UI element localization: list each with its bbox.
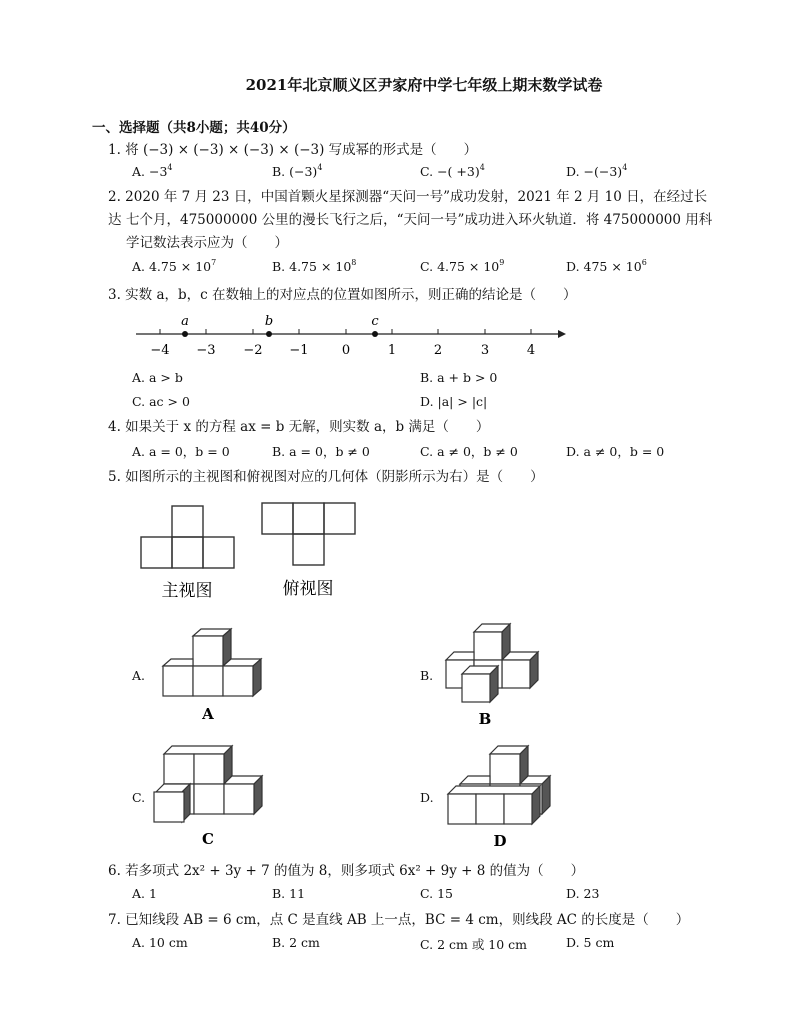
q4-option-b[interactable]: B. a = 0，b ≠ 0 xyxy=(272,444,370,459)
q7-option-a[interactable]: A. 10 cm xyxy=(132,935,188,950)
tick-label: −3 xyxy=(196,343,216,358)
q3-option-d[interactable]: D. |a| > |c| xyxy=(420,394,488,409)
q3-option-b[interactable]: B. a + b > 0 xyxy=(420,370,498,385)
question-4-stem: 4. 如果关于 x 的方程 ax = b 无解，则实数 a，b 满足（ ） xyxy=(108,419,490,435)
question-5-stem: 5. 如图所示的主视图和俯视图对应的几何体（阴影所示为右）是（ ） xyxy=(108,469,544,485)
tick-label: 4 xyxy=(526,343,536,358)
front-view-drawing xyxy=(141,506,234,568)
q7-option-d[interactable]: D. 5 cm xyxy=(566,935,615,950)
question-1-options xyxy=(132,163,692,183)
q1-option-d[interactable]: D. $-(-3)^4$ xyxy=(566,163,628,179)
question-3-options-row-1 xyxy=(132,370,692,390)
q4-option-d[interactable]: D. a ≠ 0，b = 0 xyxy=(566,444,665,459)
q5-option-c-figure[interactable] xyxy=(150,740,270,852)
solid-a-cubes xyxy=(163,629,261,696)
q2-option-a[interactable]: A. $4.75 \times 10^7$ xyxy=(132,258,217,274)
solid-d-cubes xyxy=(448,746,550,824)
q3-option-c[interactable]: C. ac > 0 xyxy=(132,394,190,409)
question-7-options xyxy=(132,935,692,955)
top-view-drawing xyxy=(262,503,355,565)
q2-option-b[interactable]: B. $4.75 \times 10^8$ xyxy=(272,258,357,274)
question-6-stem: 6. 若多项式 2x² + 3y + 7 的值为 8，则多项式 6x² + 9y + 8 的值为（ ） xyxy=(108,863,585,879)
question-2-line-2: 七个月，475000000 公里的漫长飞行之后，“天问一号”成功进入环火轨道．将 475000000 用科 xyxy=(126,212,713,228)
q7-option-c[interactable]: C. 2 cm 或 10 cm xyxy=(420,937,528,952)
point-c xyxy=(372,331,378,337)
point-a xyxy=(182,331,188,337)
tick-label: −1 xyxy=(289,343,309,358)
page-title: 2021年北京顺义区尹家府中学七年级上期末数学试卷 xyxy=(245,76,603,94)
views-figure xyxy=(138,498,378,608)
axis-arrow-icon xyxy=(558,330,566,338)
q6-option-a[interactable]: A. 1 xyxy=(132,886,157,901)
solid-b-cubes xyxy=(446,624,538,702)
q5-option-d-caption: D xyxy=(493,832,507,850)
question-2-options xyxy=(132,258,692,278)
tick-label: 3 xyxy=(480,343,490,358)
q4-option-c[interactable]: C. a ≠ 0，b ≠ 0 xyxy=(420,444,518,459)
q6-option-d[interactable]: D. 23 xyxy=(566,886,600,901)
question-1-stem: 1. 将 (−3) × (−3) × (−3) × (−3) 写成幂的形式是（ ） xyxy=(108,142,478,158)
q5-option-c-caption: C xyxy=(202,830,214,848)
q5-option-a-label[interactable]: A. xyxy=(132,668,146,683)
q7-option-b[interactable]: B. 2 cm xyxy=(272,935,320,950)
q5-option-a-caption: A xyxy=(202,705,214,723)
point-b xyxy=(266,331,272,337)
tick-label: −2 xyxy=(243,343,263,358)
q1-option-c[interactable]: C. −( +3)$^4$ xyxy=(420,163,485,179)
q5-option-d-label[interactable]: D. xyxy=(420,790,434,805)
solid-c-cubes xyxy=(154,746,262,822)
point-c-label: c xyxy=(371,314,379,329)
question-4-options xyxy=(132,442,692,462)
number-line-figure xyxy=(130,308,570,364)
q5-option-b-caption: B xyxy=(478,710,492,728)
q6-option-b[interactable]: B. 11 xyxy=(272,886,306,901)
front-view-caption: 主视图 xyxy=(161,581,213,601)
question-6-options xyxy=(132,886,692,906)
tick-label: 2 xyxy=(433,343,443,358)
top-view-caption: 俯视图 xyxy=(282,579,334,599)
q2-option-d[interactable]: D. $475 \times 10^6$ xyxy=(566,258,647,274)
question-3-stem: 3. 实数 a，b，c 在数轴上的对应点的位置如图所示，则正确的结论是（ ） xyxy=(108,287,577,303)
q5-option-b-label[interactable]: B. xyxy=(420,668,434,683)
q1-option-a[interactable]: A. $-3^4$ xyxy=(132,163,173,179)
q3-option-a[interactable]: A. a > b xyxy=(132,370,183,385)
point-b-label: b xyxy=(264,314,274,329)
axis-ticks xyxy=(160,329,531,334)
q4-option-a[interactable]: A. a = 0，b = 0 xyxy=(132,444,230,459)
tick-label: −4 xyxy=(150,343,170,358)
point-a-label: a xyxy=(181,314,189,329)
question-7-stem: 7. 已知线段 AB = 6 cm，点 C 是直线 AB 上一点，BC = 4 cm，则线段 AC 的长度是（ ） xyxy=(108,912,690,928)
q2-option-c[interactable]: C. $4.75 \times 10^9$ xyxy=(420,258,505,274)
question-2-line-3: 学记数法表示应为（ ） xyxy=(126,235,288,251)
tick-label: 0 xyxy=(341,343,351,358)
section-heading: 一、选择题（共8小题；共40分） xyxy=(92,120,296,136)
q5-option-b-figure[interactable] xyxy=(444,620,554,732)
q6-option-c[interactable]: C. 15 xyxy=(420,886,453,901)
question-2-line-1: 2. 2020 年 7 月 23 日，中国首颗火星探测器“天问一号”成功发射，2021 年 2 月 10 日，在经过长达 xyxy=(108,189,708,228)
q5-option-c-label[interactable]: C. xyxy=(132,790,146,805)
q5-option-d-figure[interactable] xyxy=(444,742,556,854)
tick-label: 1 xyxy=(387,343,397,358)
question-3-options-row-2 xyxy=(132,394,692,414)
q1-option-b[interactable]: B. $(-3)^4$ xyxy=(272,163,323,179)
q5-option-a-figure[interactable] xyxy=(158,626,268,726)
